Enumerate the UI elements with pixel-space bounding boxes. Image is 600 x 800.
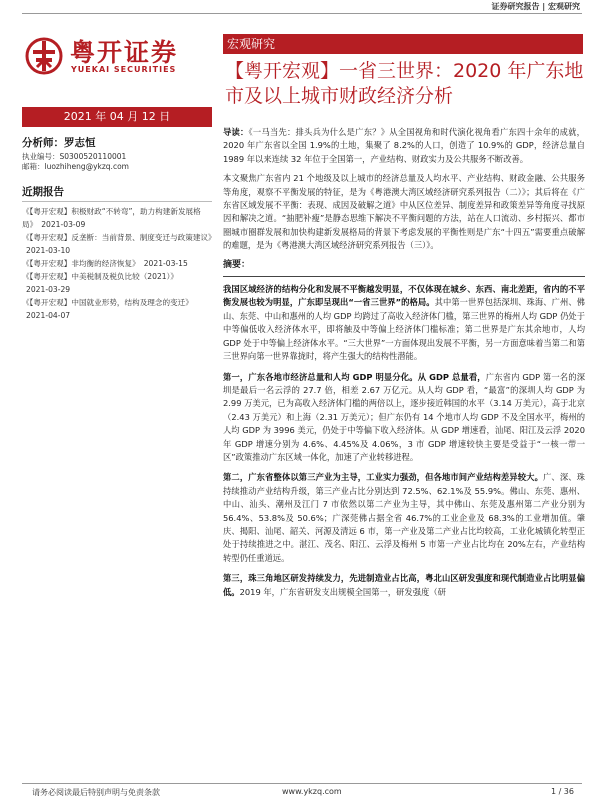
page-number: 1 / 36: [550, 787, 574, 796]
summary-section: [223, 276, 585, 599]
intro-paragraph: [223, 126, 585, 166]
recent-report-date: 2021-04-07: [26, 311, 71, 320]
summary-bold: 第二，广东省整体以第三产业为主导，工业实力强劲，但各地市间产业结构差异较大。: [223, 472, 543, 483]
recent-report-title: 《【粤开宏观】非均衡的经济恢复》: [22, 259, 140, 268]
summary-text: 其中第一世界包括深圳、珠海、广州、佛山、东莞、中山和惠州的人均 GDP 均跨过了高收入经济体门槛，第三世界的梅州人均 GDP 仍处于中等偏低收入经济体水平，即将触及中等偏上经济体门槛标准；第二世界是广东其余地市，人均 GDP 处于中等偏上经济体水平。“三大世界”一方面体现出发展不平衡，另一方面意味着当第二和第三世界向第一世界靠拢时，将产生强大的结构性潜能。: [223, 297, 585, 362]
main-content: [223, 126, 585, 606]
sidebar: [22, 135, 216, 322]
disclaimer-note: 请务必阅读最后特别声明与免责条款: [32, 788, 160, 797]
recent-report-item[interactable]: [22, 270, 212, 296]
recent-report-title: 《【粤开宏观】反垄断：当前背景、制度变迁与政策建议》: [22, 233, 216, 242]
summary-text: 广、深、珠持续推动产业结构升级，第三产业占比分别达到 72.5%、62.1%及 55.9%。佛山、东莞、惠州、中山、汕头、潮州及江门 7 市依然以第二产业为主导，其中佛山、东莞及惠州第二产业分别为 56.4%、53.8%及 50.6%；广深莞佛占据全省 46.7%的工业企业及 68.3%的工业增加值。肇庆、揭阳、汕尾、韶关、河源及清远 6 市，第一产业及第二产业占比均较高，工业化城镇化转型正处于持续推进之中。湛江、茂名、阳江、云浮及梅州 5 市第一产业占比均在 20%左右，产业结构转型仍任重道远。: [223, 472, 585, 563]
recent-report-title: 《【粤开宏观】积极财政“不转弯”，助力构建新发展格局》: [22, 207, 201, 229]
summary-paragraph: [223, 471, 585, 565]
logo-english-name: YUEKAI SECURITIES: [71, 65, 177, 74]
logo-icon: [24, 36, 64, 76]
recent-report-title: 《【粤开宏观】中美税制及税负比较（2021）》: [22, 272, 179, 281]
report-type-label: 证券研究报告 | 宏观研究: [491, 2, 580, 11]
summary-paragraph: [223, 371, 585, 465]
summary-paragraph: [223, 283, 585, 363]
summary-bold: 第三，珠三角地区研发持续发力，先进制造业占比高，粤北山区研发强度和现代制造业占比明显偏低。: [223, 573, 585, 597]
recent-report-item[interactable]: [22, 231, 216, 257]
page-footer: [22, 783, 582, 798]
summary-title: 摘要：: [223, 259, 251, 270]
recent-report-item[interactable]: [22, 296, 212, 322]
analyst-email[interactable]: 邮箱：luozhiheng@ykzq.com: [22, 162, 129, 171]
recent-report-date: 2021-03-29: [26, 285, 71, 294]
report-date: 2021 年 04 月 12 日: [22, 107, 212, 127]
recent-report-item[interactable]: [22, 205, 212, 231]
analyst-license: 执业编号：S0300520110001: [22, 152, 127, 161]
recent-report-date: 2021-03-09: [41, 220, 86, 229]
recent-report-item[interactable]: [22, 257, 212, 270]
recent-report-date: 2021-03-10: [26, 246, 71, 255]
category-banner: 宏观研究: [223, 34, 583, 54]
header-rule: [22, 13, 582, 14]
website-link[interactable]: www.ykzq.com: [282, 787, 342, 796]
recent-report-date: 2021-03-15: [143, 259, 188, 268]
intro-text: 《一马当先：排头兵为什么是广东？》从全国视角和时代演化视角看广东四十余年的成就，2020 年广东省以全国 1.9%的土地，集聚了 8.2%的人口，创造了 10.9%的 GDP，经济总量自 1989 年以来连续 32 年位于全国第一，产业结构、财政实力及公共服务不断改善。: [223, 127, 585, 164]
summary-bold: 第一，广东各地市经济总量和人均 GDP 明显分化。从 GDP 总量看，: [223, 371, 486, 382]
recent-reports-title: 近期报告: [22, 184, 212, 202]
company-logo: [24, 32, 214, 82]
body-paragraph: 本文聚焦广东省内 21 个地级及以上城市的经济总量及人均水平、产业结构、财政金融、公共服务等角度，观察不平衡发展的特征，是为《粤港澳大湾区域经济研究系列报告（二）》；其后将在《广东省区域发展不平衡：表现、成因及破解之道》中从区位差异、制度差异和政策差异等角度寻找原因和解决之道。“抽肥补瘦”是静态思维下解决不平衡问题的方法，站在人口流动、乡村振兴、都市圈城市圈群发展和加快构建新发展格局的背景下考虑发展的平衡性则是广东“十四五”需要重点破解的难题，是为《粤港澳大湾区域经济研究系列报告（三）》。: [223, 173, 585, 251]
summary-paragraph: [223, 572, 585, 599]
intro-lead: 导读：: [223, 127, 249, 137]
report-title: 【粤开宏观】一省三世界：2020 年广东地市及以上城市财政经济分析: [225, 60, 584, 107]
logo-chinese-name: 粤开证券: [70, 38, 179, 67]
top-header: [0, 0, 600, 14]
summary-text: 广东省内 GDP 第一名的深圳是最后一名云浮的 27.7 倍，相差 2.67 万亿元。从人均 GDP 看，“最富”的深圳人均 GDP 为 2.99 万美元，已为高收入经济体门槛的两倍以上，逐步接近韩国的水平（3.14 万美元），高于北京（2.43 万美元）和上海（2.31 万美元）；但广东仍有 14 个地市人均 GDP 不及全国水平，梅州的人均 GDP 为 3996 美元，仍处于中等偏下收入经济体。从 GDP 增速看，汕尾、阳江及云浮 2020 年 GDP 增速分别为 4.6%、4.45%及 4.06%，3 市 GDP 增速较快主要是受益于“一核一带一区”政策推动广东区域一体化，加速了产业转移进程。: [223, 371, 585, 462]
recent-report-title: 《【粤开宏观】中国就业形势，结构及理念的变迁》: [22, 298, 193, 307]
summary-bold: 我国区域经济的结构分化和发展不平衡越发明显，不仅体现在城乡、东西、南北差距，省内的不平衡发展也较为明显，广东即呈现出“一省三世界”的格局。: [223, 284, 585, 308]
summary-text: 2019 年，广东省研发支出规模全国第一，研发强度（研: [239, 586, 446, 597]
analyst-name: 分析师：罗志恒: [22, 137, 96, 149]
